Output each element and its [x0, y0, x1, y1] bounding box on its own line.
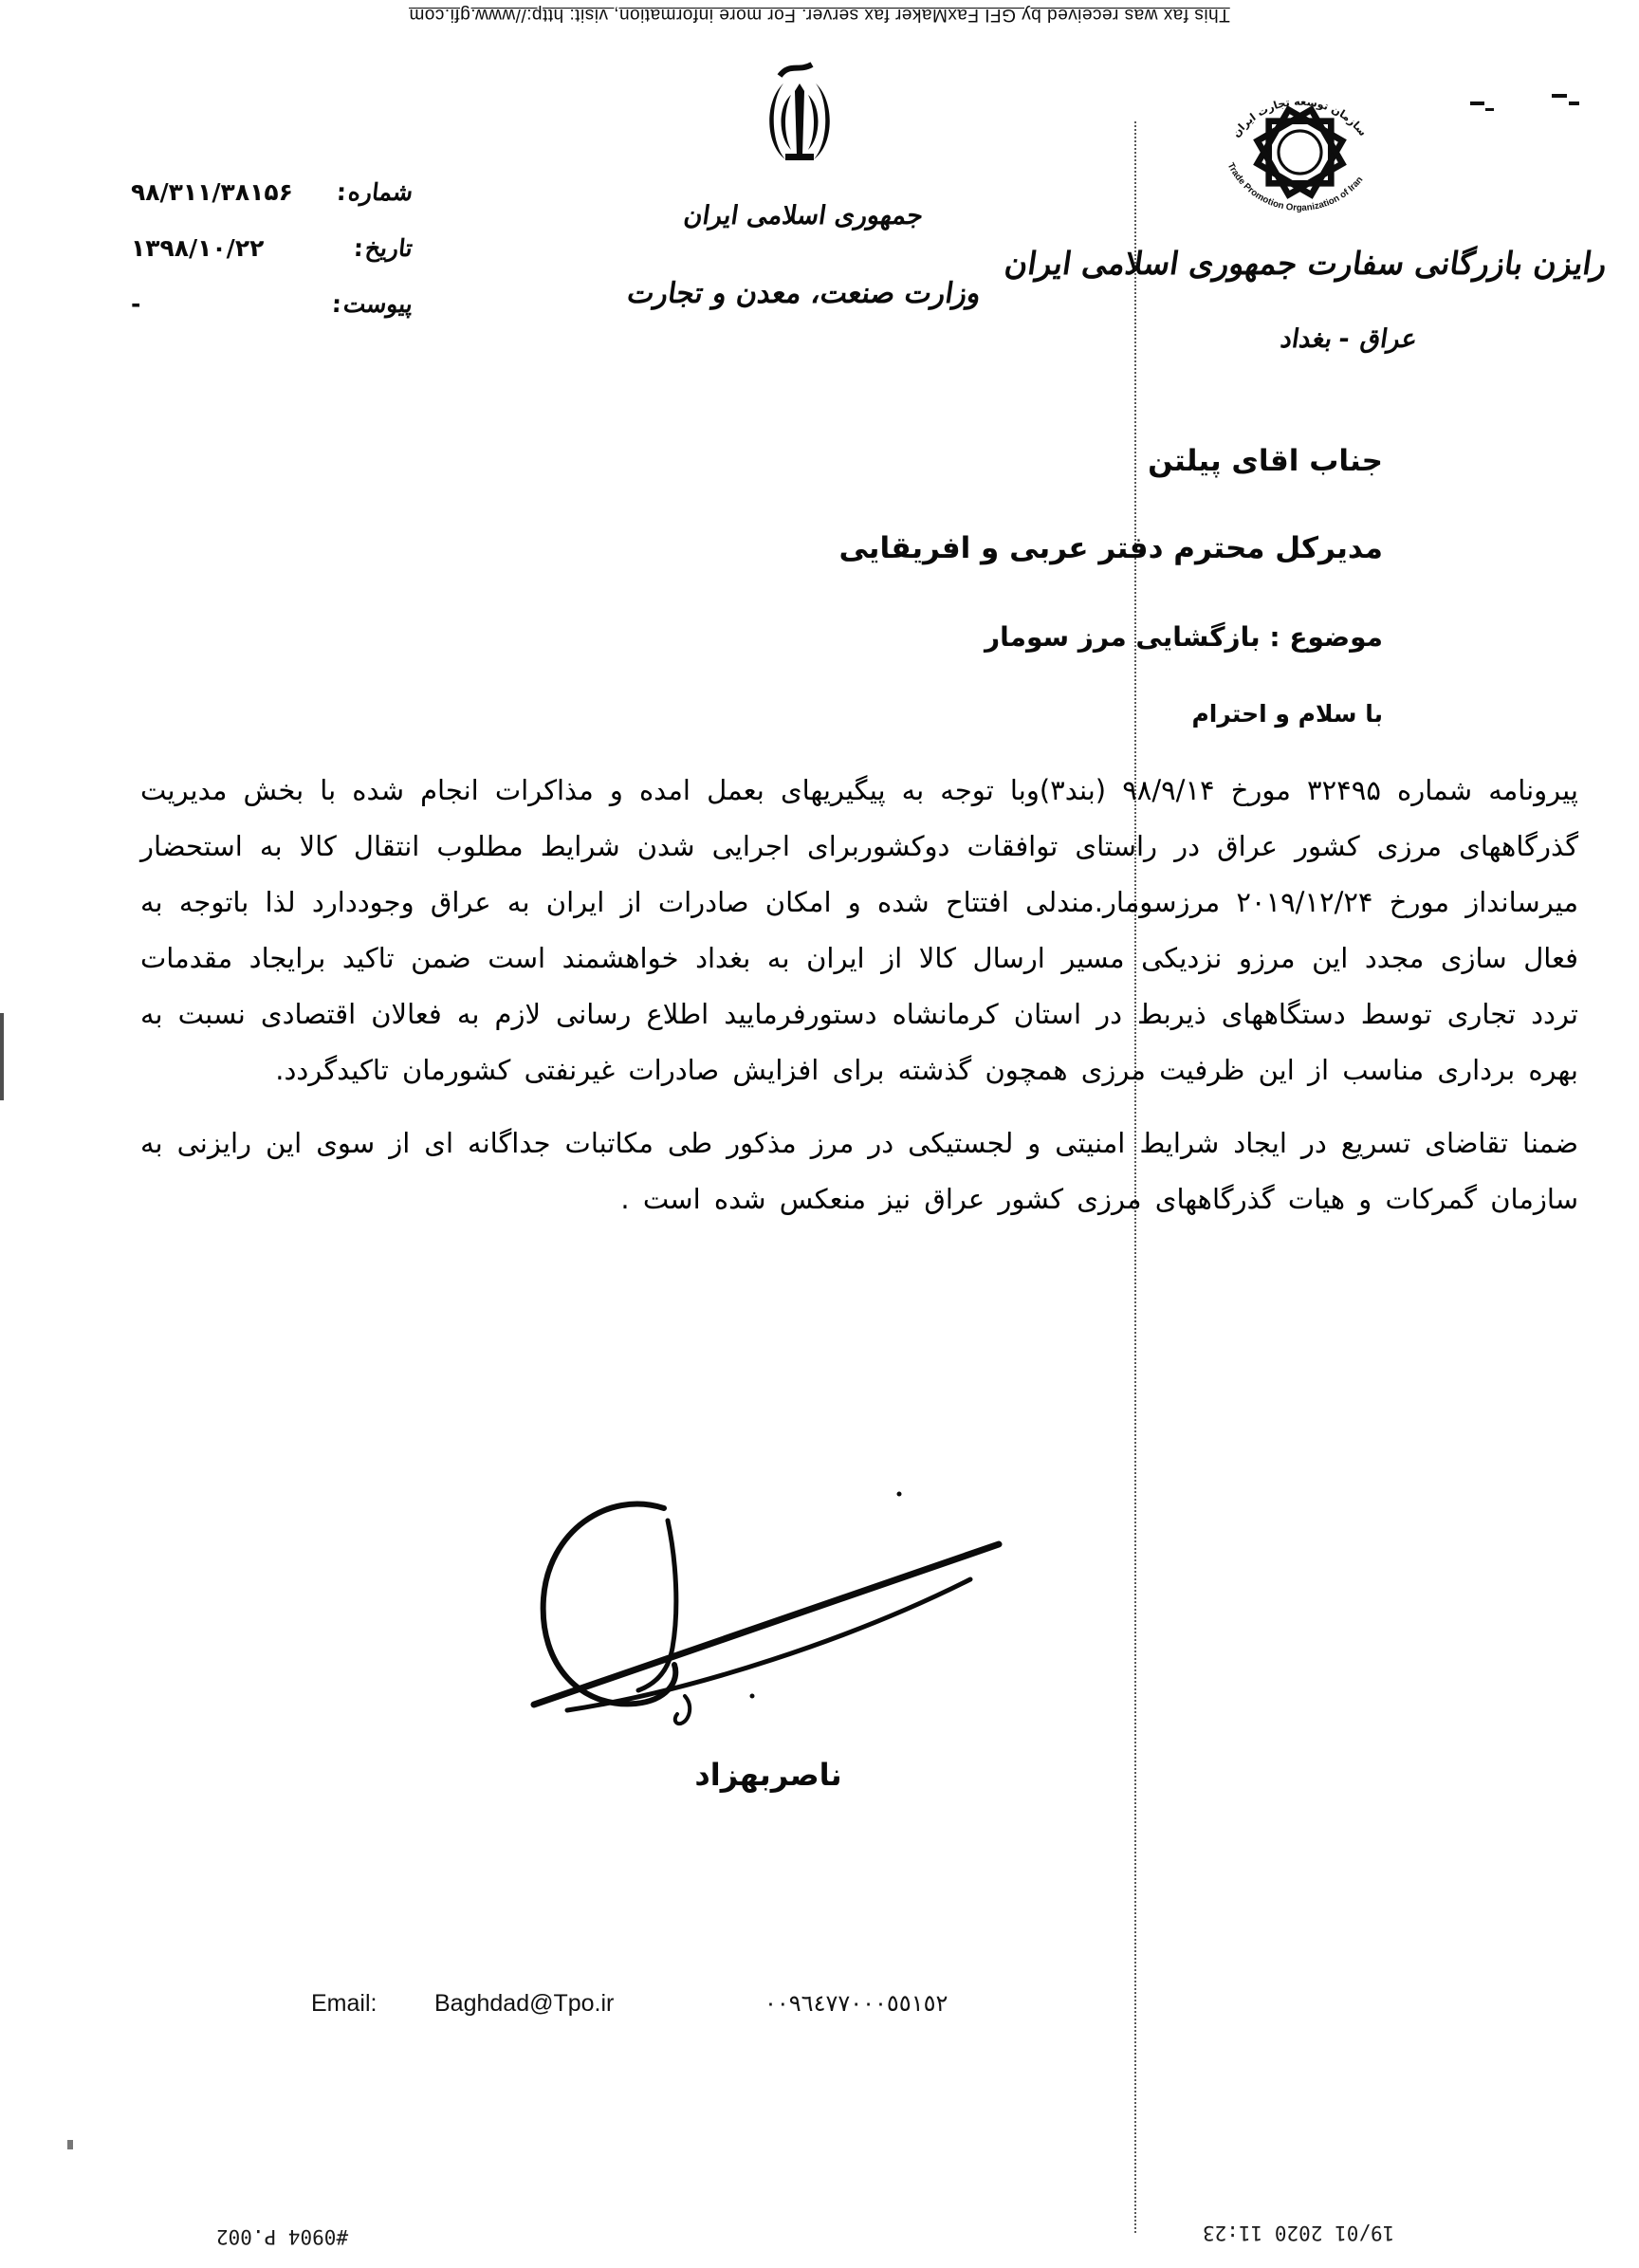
- country-title: جمهوری اسلامی ایران: [680, 201, 923, 230]
- fax-received-text: This fax was received by GFI FaxMaker fax server. For more information, visit: http://www.gfi.com: [409, 5, 1230, 25]
- attachment-value: -: [131, 290, 142, 318]
- subject-line: موضوع : بازگشایی مرز سومار: [984, 621, 1383, 653]
- email-address: Baghdad@Tpo.ir: [434, 1990, 615, 2017]
- meta-row-attachment: [131, 290, 414, 318]
- fax-page-stamp: #0904 P.002: [216, 2225, 349, 2248]
- salutation-line: با سلام و احترام: [1191, 700, 1383, 728]
- recipient-name: جناب اقای پیلتن: [1148, 444, 1383, 478]
- handwritten-signature-icon: [455, 1466, 1081, 1769]
- number-label: شماره:: [334, 178, 414, 206]
- iran-emblem-icon: [738, 61, 861, 203]
- number-value: ۹۸/۳۱۱/۳۸۱۵۶: [131, 178, 293, 206]
- date-label: تاریخ:: [352, 234, 414, 262]
- ministry-title: وزارت صنعت، معدن و تجارت: [623, 277, 981, 310]
- tpo-ring-text-en: Trade Promotion Organization of Iran: [1225, 160, 1366, 214]
- scan-speck: [1569, 101, 1579, 105]
- tpo-ring-text-fa: سازمان توسعه تجارت ایران: [1229, 95, 1370, 140]
- counsellor-location: عراق - بغداد: [1277, 324, 1417, 354]
- fax-received-banner: [0, 4, 1639, 25]
- scan-speck: [67, 2140, 73, 2149]
- email-label: Email:: [311, 1990, 378, 2017]
- attachment-label: پیوست:: [330, 290, 414, 318]
- fax-timestamp: 19/01 2020 11:23: [1203, 2222, 1395, 2244]
- date-value: ۱۳۹۸/۱۰/۲۲: [131, 234, 265, 262]
- letterhead-meta: [131, 178, 414, 346]
- body-paragraph-2: ضمنا تقاضای تسریع در ایجاد شرایط امنیتی و لجستیکی در مرز مذکور طی مکاتبات جداگانه ای از سوی این رایزنی به سازمان گمرکات و هیات گذرگاههای مرزی کشور عراق نیز منعکس شده است .: [140, 1127, 1578, 1215]
- letter-body: [140, 763, 1578, 1227]
- counsellor-title: رایزن بازرگانی سفارت جمهوری اسلامی ایران: [1000, 245, 1607, 282]
- scan-speck: [1470, 101, 1484, 105]
- phone-number: ٠٠٩٦٤٧٧٠٠٠٥٥١٥٢: [764, 1990, 948, 2017]
- signer-name: ناصربهزاد: [694, 1757, 842, 1793]
- scan-speck: [1552, 94, 1567, 98]
- body-paragraph-1: پیرونامه شماره ۳۲۴۹۵ مورخ ۹۸/۹/۱۴ (بند۳)وبا توجه به پیگیریهای بعمل امده و مذاکرات انجام شده با بخش مدیریت گذرگاههای مرزی کشور عراق در راستای توافقات دوکشوربرای اجرایی شدن شرایط مطلوب انتقال کالا به استحضار میرسانداز مورخ ۲۰۱۹/۱۲/۲۴ مرزسومار.مندلی افتتاح شده و امکان صادرات از ایران به عراق وجوددارد لذا باتوجه به فعال سازی مجدد این مرزو نزدیکی مسیر ارسال کالا از ایران به بغداد خواهشمند است ضمن تاکید برایجاد مقدمات تردد تجاری توسط دستگاههای ذیربط در استان کرمانشاه دستورفرمایید اطلاع رسانی لازم به فعالان اقتصادی نسبت به بهره برداری مناسب از این ظرفیت مرزی همچون گذشته برای افزایش صادرات غیرنفتی کشورمان تاکیدگردد.: [140, 774, 1579, 1086]
- scan-edge-artifact: [0, 1013, 4, 1100]
- recipient-title: مدیرکل محترم دفتر عربی و افریقایی: [838, 531, 1383, 565]
- scan-speck: [1485, 108, 1494, 111]
- meta-row-date: [131, 234, 414, 262]
- tpo-logo-icon: [1203, 55, 1397, 249]
- meta-row-number: [131, 178, 414, 206]
